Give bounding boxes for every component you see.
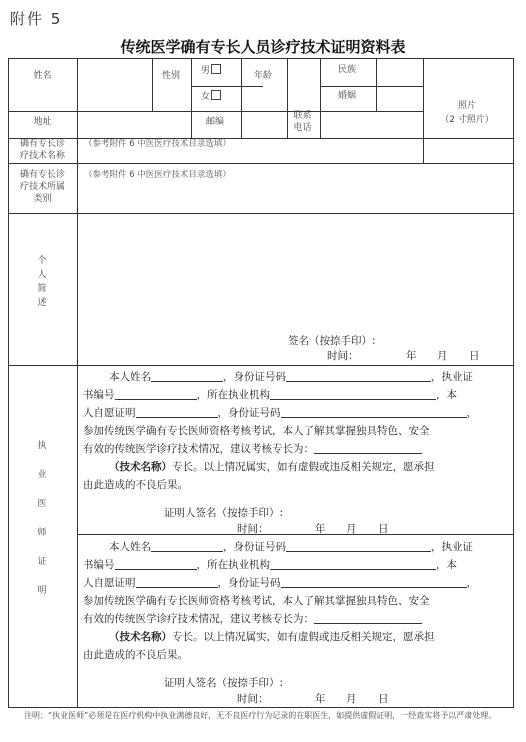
certifier-label: 执 业 医 师 证 明 [37,441,47,596]
form-title: 传统医学确有专长人员诊疗技术证明资料表 [120,38,406,56]
marital-label: 婚姻 [337,91,356,101]
cert2-specialty-field[interactable] [314,611,422,624]
phone-label-line-1: 联系 [293,111,312,121]
cert2-month-label: 月 [346,693,357,705]
photo-size-note: （2 寸照片） [440,115,494,125]
skill-category-label-line-3: 类别 [33,194,52,204]
ethnicity-label: 民族 [337,65,356,75]
photo-label: 照片 [457,101,476,111]
cert2-day-label: 日 [378,693,389,705]
cert2-applicant-id-field[interactable] [281,575,467,588]
cert2-applicant-field[interactable] [136,575,218,588]
bio-signature-label: 签名（按捺手印）: [288,335,376,347]
cert1-day-label: 日 [378,523,389,535]
cert1-specialty-field[interactable] [314,441,422,454]
bio-time-label: 时间： [327,350,359,362]
cert1-applicant-id-field[interactable] [281,405,467,418]
skill-category-hint: （参考附件 6 中医医疗技术目录选填） [84,170,231,180]
bio-year-label: 年 [406,350,417,362]
certificate-block-2: 本人姓名 ，身份证号码 ，执业证 书编号 ，所在执业机构 ，本 人自愿证明 ，身份证号码 ， 参加传统医学确有专长医师资格考核考试，本人了解其掌握独具特色、安全 有效的传统医学诊疗技术情况，建议考核专长为： （技术名称）专长。以上情况属实，如有虚假或违反相关规定，愿承担 由此造成的不良后果。 [83,541,477,661]
name-label: 姓名 [33,71,52,81]
certificate-block-1: 本人姓名 ，身份证号码 ，执业证 书编号 ，所在执业机构 ，本 人自愿证明 ，身份证号码 ， 参加传统医学确有专长医师资格考核考试，本人了解其掌握独具特色、安全 有效的传统医学诊疗技术情况，建议考核专长为： （技术名称）专长。以上情况属实，如有虚假或违反相关规定，愿承担 由此造成的不良后果。 [83,371,477,491]
cert2-time-label: 时间： [237,693,269,705]
skill-name-label-line-2: 疗技术名称 [19,151,65,161]
cert1-signature-label: 证明人签名（按捺手印）: [164,507,284,519]
bio-label: 个 人 简 述 [37,256,47,308]
phone-label-line-2: 电话 [293,123,312,133]
cert2-name-field[interactable] [151,539,223,552]
cert1-year-label: 年 [315,523,326,535]
cert1-id-field[interactable] [286,369,431,382]
gender-male-option[interactable]: 男 [201,64,221,77]
male-checkbox[interactable] [211,64,221,74]
cert2-year-label: 年 [315,693,326,705]
age-label: 年龄 [253,71,272,81]
cert1-institution-field[interactable] [270,387,436,400]
skill-name-hint: （参考附件 6 中医医疗技术目录选填） [84,139,231,149]
cert2-id-field[interactable] [286,539,431,552]
gender-female-option[interactable]: 女 [201,90,221,103]
cert1-applicant-field[interactable] [136,405,218,418]
gender-label: 性别 [161,71,180,81]
cert1-month-label: 月 [346,523,357,535]
bio-month-label: 月 [437,350,448,362]
address-label: 地址 [33,117,52,127]
skill-name-label-line-1: 确有专长诊 [19,139,65,149]
cert2-institution-field[interactable] [270,557,436,570]
cert1-name-field[interactable] [151,369,223,382]
skill-category-label-line-1: 确有专长诊 [19,170,65,180]
postcode-label: 邮编 [205,117,224,127]
female-checkbox[interactable] [211,90,221,100]
cert2-signature-label: 证明人签名（按捺手印）: [164,677,284,689]
bio-day-label: 日 [469,350,480,362]
attachment-number: 附件 5 [10,10,63,28]
skill-category-label-line-2: 疗技术所属 [19,182,65,192]
cert1-license-field[interactable] [115,387,197,400]
cert2-license-field[interactable] [115,557,197,570]
footnote: 注明：“执业医师”必须是在医疗机构中执业满德良好，无不良医疗行为记录的在职医生，如提供虚假证明，一经查实将予以严肃处理。 [24,711,497,720]
cert1-time-label: 时间： [237,523,269,535]
